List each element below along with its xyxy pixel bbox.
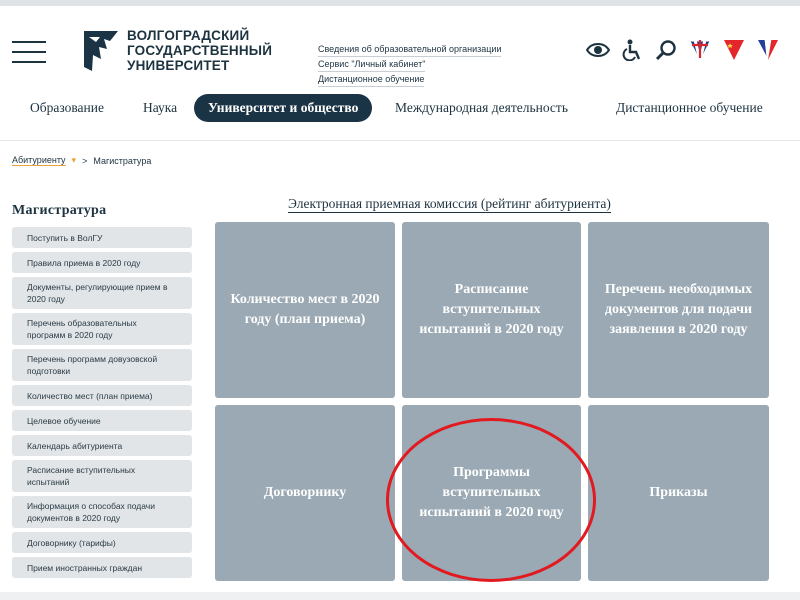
nav-item-science[interactable]: Наука [143, 100, 178, 115]
university-name-line: ВОЛГОГРАДСКИЙ [127, 28, 250, 43]
breadcrumb-separator: > [82, 155, 88, 166]
tile-label: Перечень необходимых документов для подачи заявления в 2020 году [604, 282, 753, 337]
breadcrumb-link-applicant[interactable]: Абитуриенту [12, 155, 66, 165]
search-icon[interactable] [654, 38, 678, 62]
tile-places-count[interactable] [215, 222, 395, 398]
uk-flag-icon[interactable] [688, 38, 712, 62]
divider [0, 140, 800, 141]
admission-rating-link[interactable]: Электронная приемная комиссия (рейтинг абитуриента) [288, 196, 611, 211]
chevron-down-icon[interactable]: ▾ [71, 155, 77, 165]
nav-item-university-society[interactable]: Университет и общество [194, 94, 372, 122]
france-flag-icon[interactable] [756, 38, 780, 62]
sidebar-item-submission-methods[interactable]: Информация о способах подачи документов в 2020 году [12, 496, 192, 528]
nav-item-education[interactable]: Образование [30, 100, 104, 115]
tile-label: Приказы [649, 485, 708, 500]
eye-icon[interactable] [586, 38, 610, 62]
university-name[interactable] [127, 28, 272, 73]
tile-exam-schedule[interactable] [402, 222, 581, 398]
sidebar-item-target-training[interactable]: Целевое обучение [12, 410, 192, 431]
university-logo[interactable] [80, 27, 120, 75]
breadcrumb [12, 155, 151, 166]
info-links [318, 42, 501, 87]
university-name-line: УНИВЕРСИТЕТ [127, 58, 230, 73]
info-link-distance-learning[interactable]: Дистанционное обучение [318, 72, 424, 87]
university-name-line: ГОСУДАРСТВЕННЫЙ [127, 43, 273, 58]
tile-label: Количество мест в 2020 году (план приема) [230, 292, 380, 327]
tile-contract-student[interactable] [215, 405, 395, 581]
sidebar-item-places-count[interactable]: Количество мест (план приема) [12, 385, 192, 406]
main-navigation [0, 94, 800, 122]
tile-label: Договорнику [263, 485, 347, 500]
tile-label: Расписание вступительных испытаний в 2020 году [419, 282, 564, 337]
info-link-personal-cabinet[interactable]: Сервис "Личный кабинет" [318, 57, 425, 72]
tile-required-documents[interactable] [588, 222, 769, 398]
sidebar-item-foreign-citizens[interactable]: Прием иностранных граждан [12, 557, 192, 578]
tile-orders[interactable] [588, 405, 769, 581]
sidebar-item-exam-schedule[interactable]: Расписание вступительных испытаний [12, 460, 192, 492]
header-tools [586, 38, 780, 62]
sidebar-item-program-list[interactable]: Перечень образовательных программ в 2020 году [12, 313, 192, 345]
tile-label: Программы вступительных испытаний в 2020 году [419, 465, 564, 520]
sidebar-item-contract-fees[interactable]: Договорнику (тарифы) [12, 532, 192, 553]
sidebar-title: Магистратура [12, 203, 107, 218]
top-strip [0, 0, 800, 6]
hamburger-menu-icon[interactable] [12, 41, 46, 63]
sidebar-item-calendar[interactable]: Календарь абитуриента [12, 435, 192, 456]
sidebar-item-apply[interactable]: Поступить в ВолГУ [12, 227, 192, 248]
nav-item-international[interactable]: Международная деятельность [395, 100, 568, 115]
sidebar-item-preuniversity-programs[interactable]: Перечень программ довузовской подготовки [12, 349, 192, 381]
tile-exam-programs[interactable] [402, 405, 581, 581]
info-link-organization[interactable]: Сведения об образовательной организации [318, 42, 501, 57]
sidebar-menu [12, 227, 192, 582]
wheelchair-icon[interactable] [620, 38, 644, 62]
china-flag-icon[interactable] [722, 38, 746, 62]
breadcrumb-current: Магистратура [93, 155, 152, 166]
nav-item-distance-learning[interactable]: Дистанционное обучение [616, 100, 763, 115]
sidebar-item-admission-rules[interactable]: Правила приема в 2020 году [12, 252, 192, 273]
sidebar-item-regulating-documents[interactable]: Документы, регулирующие прием в 2020 году [12, 277, 192, 309]
bottom-strip [0, 592, 800, 600]
